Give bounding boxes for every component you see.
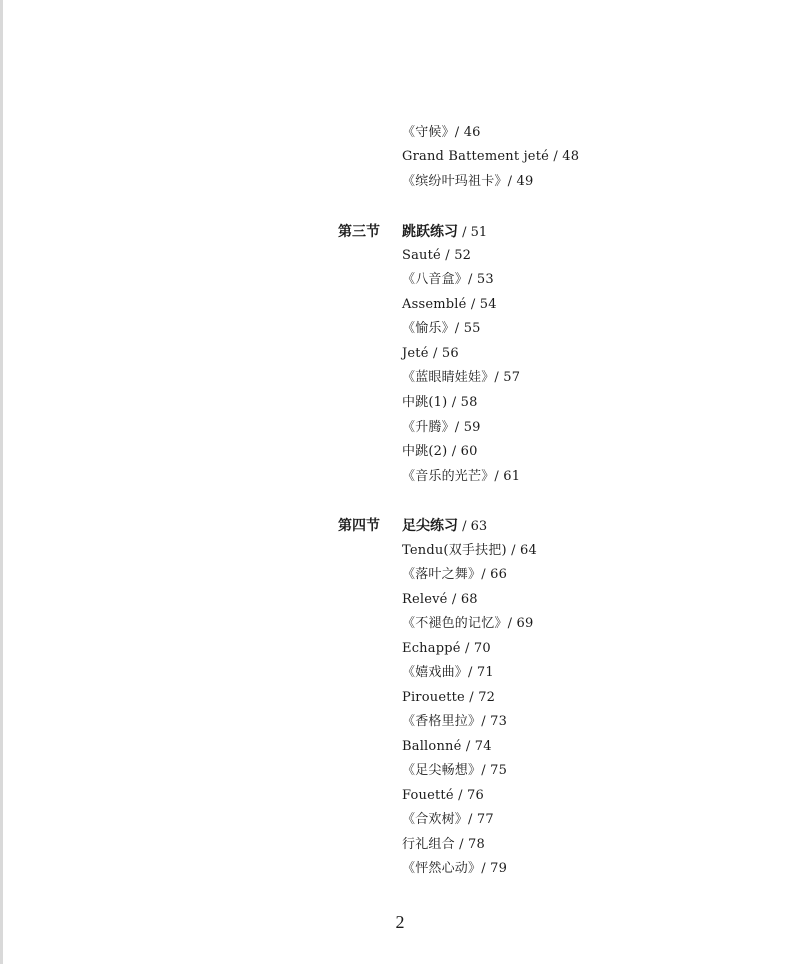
toc-entry: 《音乐的光芒》/ 61 bbox=[402, 469, 521, 484]
page-edge bbox=[0, 0, 3, 964]
section-number: 第三节 bbox=[338, 224, 380, 240]
toc-entry: Pirouette / 72 bbox=[402, 690, 496, 705]
section-title bbox=[402, 517, 487, 536]
toc-entry: 《足尖畅想》/ 75 bbox=[402, 763, 508, 778]
toc-entry: 行礼组合 / 78 bbox=[402, 837, 485, 852]
section-page: / 63 bbox=[458, 519, 488, 534]
toc-entry: Sauté / 52 bbox=[402, 248, 472, 263]
toc-entry: 《合欢树》/ 77 bbox=[402, 812, 494, 827]
toc-entry: Ballonné / 74 bbox=[402, 739, 492, 754]
section-title bbox=[402, 223, 487, 242]
section-title-text: 足尖练习 bbox=[402, 518, 458, 534]
toc-entry: 《香格里拉》/ 73 bbox=[402, 714, 508, 729]
toc-entry: Echappé / 70 bbox=[402, 641, 491, 656]
toc-entry: Relevé / 68 bbox=[402, 592, 478, 607]
section-title-text: 跳跃练习 bbox=[402, 224, 458, 240]
toc-entry: 《八音盒》/ 53 bbox=[402, 272, 494, 287]
toc-entry: Assemblé / 54 bbox=[402, 297, 497, 312]
toc-entry: 《缤纷叶玛祖卡》/ 49 bbox=[402, 174, 534, 189]
toc-entry: 《守候》/ 46 bbox=[402, 125, 481, 140]
toc-entry: 中跳(2) / 60 bbox=[402, 444, 478, 459]
toc-entry: 《升腾》/ 59 bbox=[402, 420, 481, 435]
section-page: / 51 bbox=[458, 225, 488, 240]
section-four-heading bbox=[338, 517, 488, 535]
toc-entry: 《愉乐》/ 55 bbox=[402, 321, 481, 336]
toc-entry: Grand Battement jeté / 48 bbox=[402, 149, 580, 164]
toc-entry: 《落叶之舞》/ 66 bbox=[402, 567, 508, 582]
toc-entry: 《蓝眼睛娃娃》/ 57 bbox=[402, 370, 521, 385]
toc-entry: Fouetté / 76 bbox=[402, 788, 484, 803]
toc-entry: Jeté / 56 bbox=[402, 346, 459, 361]
page-number: 2 bbox=[395, 912, 405, 932]
section-three-heading bbox=[338, 223, 488, 241]
toc-entry: 中跳(1) / 58 bbox=[402, 395, 478, 410]
toc-entry: 《怦然心动》/ 79 bbox=[402, 861, 508, 876]
section-number: 第四节 bbox=[338, 518, 380, 534]
toc-entry: Tendu(双手扶把) / 64 bbox=[402, 543, 537, 558]
toc-entry: 《不褪色的记忆》/ 69 bbox=[402, 616, 534, 631]
toc-entry: 《嬉戏曲》/ 71 bbox=[402, 665, 494, 680]
